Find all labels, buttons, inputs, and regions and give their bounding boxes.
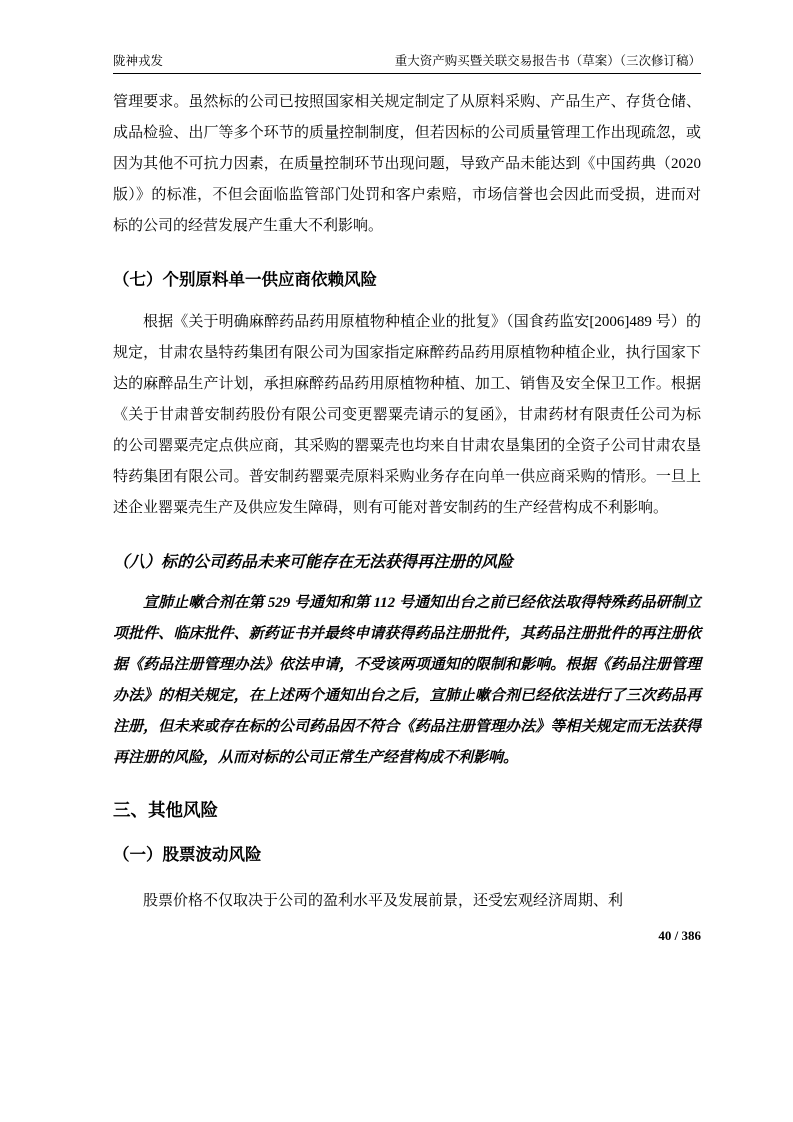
paragraph-single-supplier-risk: 根据《关于明确麻醉药品药用原植物种植企业的批复》（国食药监安[2006]489 号）的规定，甘肃农垦特药集团有限公司为国家指定麻醉药品药用原植物种植企业，执行国家下达的麻醉品生产计划，承担麻醉药品药用原植物种植、加工、销售及安全保卫工作。根据《关于甘肃普安制药股份有限公司变更罂粟壳请示的复函》，甘肃药材有限责任公司为标的公司罂粟壳定点供应商，其采购的罂粟壳也均来自甘肃农垦集团的全资子公司甘肃农垦特药集团有限公司。普安制药罂粟壳原料采购业务存在向单一供应商采购的情形。一旦上述企业罂粟壳生产及供应发生障碍，则有可能对普安制药的生产经营构成不利影响。 — [113, 314, 701, 516]
header-document-title: 重大资产购买暨关联交易报告书（草案）（三次修订稿） — [394, 54, 701, 68]
paragraph-reregistration-risk: 宣肺止嗽合剂在第 529 号通知和第 112 号通知出台之前已经依法取得特殊药品研制立项批件、临床批件、新药证书并最终申请获得药品注册批件，其药品注册批件的再注册依据《药品注册管理办法》依法申请，不受该两项通知的限制和影响。根据《药品注册管理办法》的相关规定，在上述两个通知出台之后，宣肺止嗽合剂已经依法进行了三次药品再注册，但未来或存在标的公司药品因不符合《药品注册管理办法》等相关规定而无法获得再注册的风险，从而对标的公司正常生产经营构成不利影响。 — [113, 595, 701, 766]
document-body — [113, 87, 701, 917]
page-header — [113, 52, 701, 74]
page-number: 40 / 386 — [658, 928, 701, 943]
page-footer — [113, 926, 701, 946]
heading-section-1-stock-volatility-risk: （一）股票波动风险 — [113, 846, 262, 864]
heading-section-7-single-supplier-risk: （七）个别原料单一供应商依赖风险 — [113, 271, 377, 289]
paragraph-stock-volatility-risk: 股票价格不仅取决于公司的盈利水平及发展前景，还受宏观经济周期、利 — [143, 893, 624, 909]
heading-chapter-3-other-risks: 三、其他风险 — [113, 800, 218, 820]
heading-section-8-reregistration-risk: （八）标的公司药品未来可能存在无法获得再注册的风险 — [113, 554, 514, 571]
paragraph-quality-risk-continuation: 管理要求。虽然标的公司已按照国家相关规定制定了从原料采购、产品生产、存货仓储、成品检验、出厂等多个环节的质量控制制度，但若因标的公司质量管理工作出现疏忽，或因为其他不可抗力因素，在质量控制环节出现问题，导致产品未能达到《中国药典（2020 版）》的标准，不但会面临监管部门处罚和客户索赔，市场信誉也会因此而受损，进而对标的公司的经营发展产生重大不利影响。 — [113, 94, 701, 234]
header-company-name: 陇神戎发 — [113, 54, 164, 68]
